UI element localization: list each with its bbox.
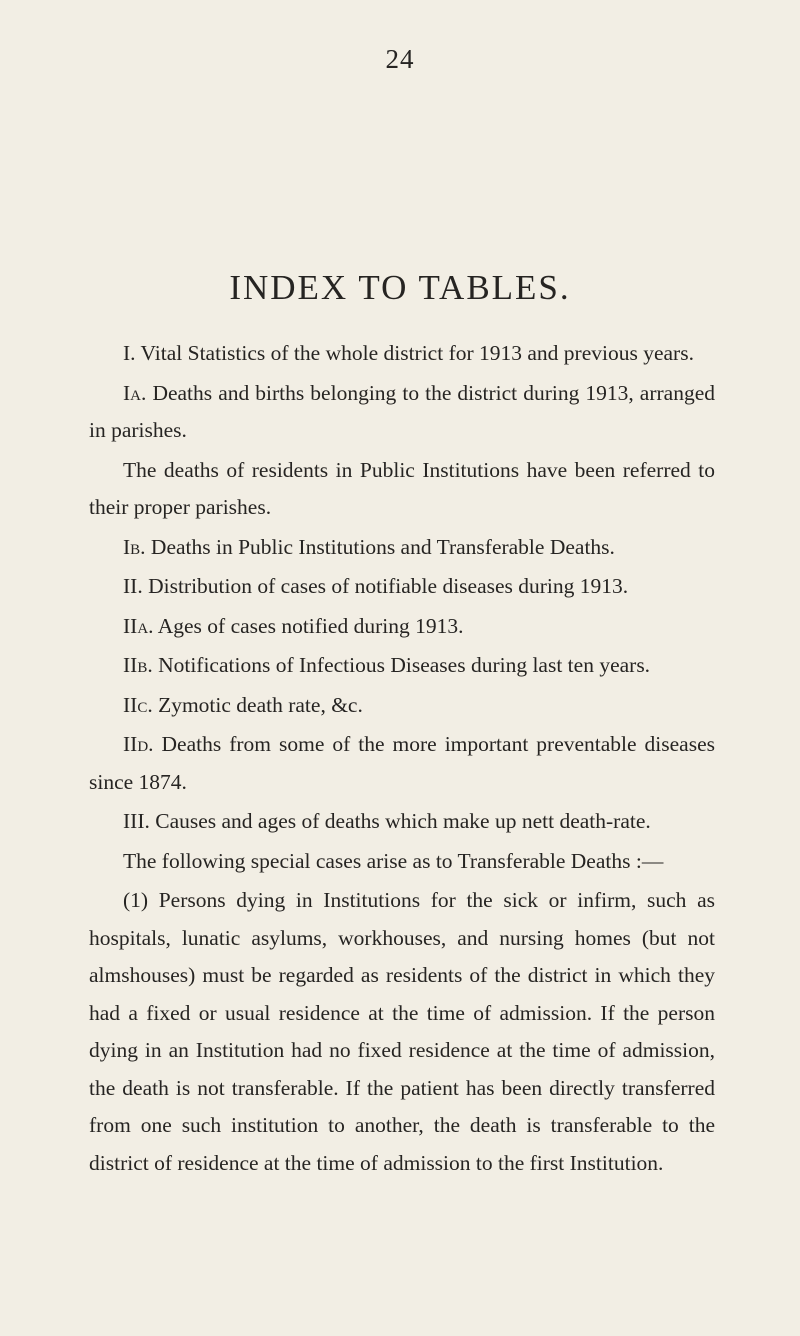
entry-code: I. (123, 341, 136, 365)
entry-title: Vital Statistics of the whole district for 1913 and previous years. (140, 341, 694, 365)
entry-code: Ib. (123, 534, 146, 559)
entry-code: IIa. (123, 613, 154, 638)
entry-title: Causes and ages of deaths which make up nett death-rate. (155, 809, 651, 833)
index-entry (89, 375, 715, 450)
entry-code: IIb. (123, 653, 153, 677)
institutions-note: The deaths of residents in Public Institutions have been referred to their proper parishes. (89, 457, 715, 519)
entry-title: Deaths in Public Institutions and Transferable Deaths. (150, 534, 615, 559)
index-entry (89, 335, 715, 373)
entry-title: Zymotic death rate, &c. (158, 692, 363, 717)
transferable-case-1: (1) Persons dying in Institutions for the sick or infirm, such as hospitals, lunatic asylums, workhouses, and nursing homes (but not almshouses) must be regarded as residents of the district in which they had a fixed or usual residence at the time of admission. If the person dying in an Institution had no fixed residence at the time of admission, the death is not transferable. If the patient has been directly transferred from one such institution to another, the death is transferable to the district of residence at the time of admission to the first Institution. (89, 888, 715, 1175)
entry-code: II. (123, 574, 143, 598)
index-entry (89, 529, 715, 567)
index-entry (89, 647, 715, 685)
page-number: 24 (385, 44, 415, 74)
index-entry (89, 568, 715, 606)
transferable-intro: The following special cases arise as to Transferable Deaths :— (123, 848, 664, 873)
entry-code: IIc. (123, 692, 153, 717)
index-entry (89, 608, 715, 646)
index-entry (89, 726, 715, 801)
entry-title: Notifications of Infectious Diseases during last ten years. (158, 653, 651, 677)
entry-title: Ages of cases notified during 1913. (157, 613, 464, 638)
index-content (89, 335, 715, 1184)
entry-title: Deaths from some of the more important preventable diseases since 1874. (89, 732, 716, 794)
entry-title: Distribution of cases of notifiable diseases during 1913. (148, 574, 629, 598)
entry-code: IId. (123, 732, 154, 756)
index-entry (89, 687, 715, 725)
entry-code: III. (123, 809, 150, 833)
index-entry (89, 803, 715, 841)
entry-title: Deaths and births belonging to the district during 1913, arranged in parishes. (89, 380, 716, 442)
page-title: INDEX TO TABLES. (229, 268, 571, 307)
entry-code: Ia. (123, 380, 147, 405)
